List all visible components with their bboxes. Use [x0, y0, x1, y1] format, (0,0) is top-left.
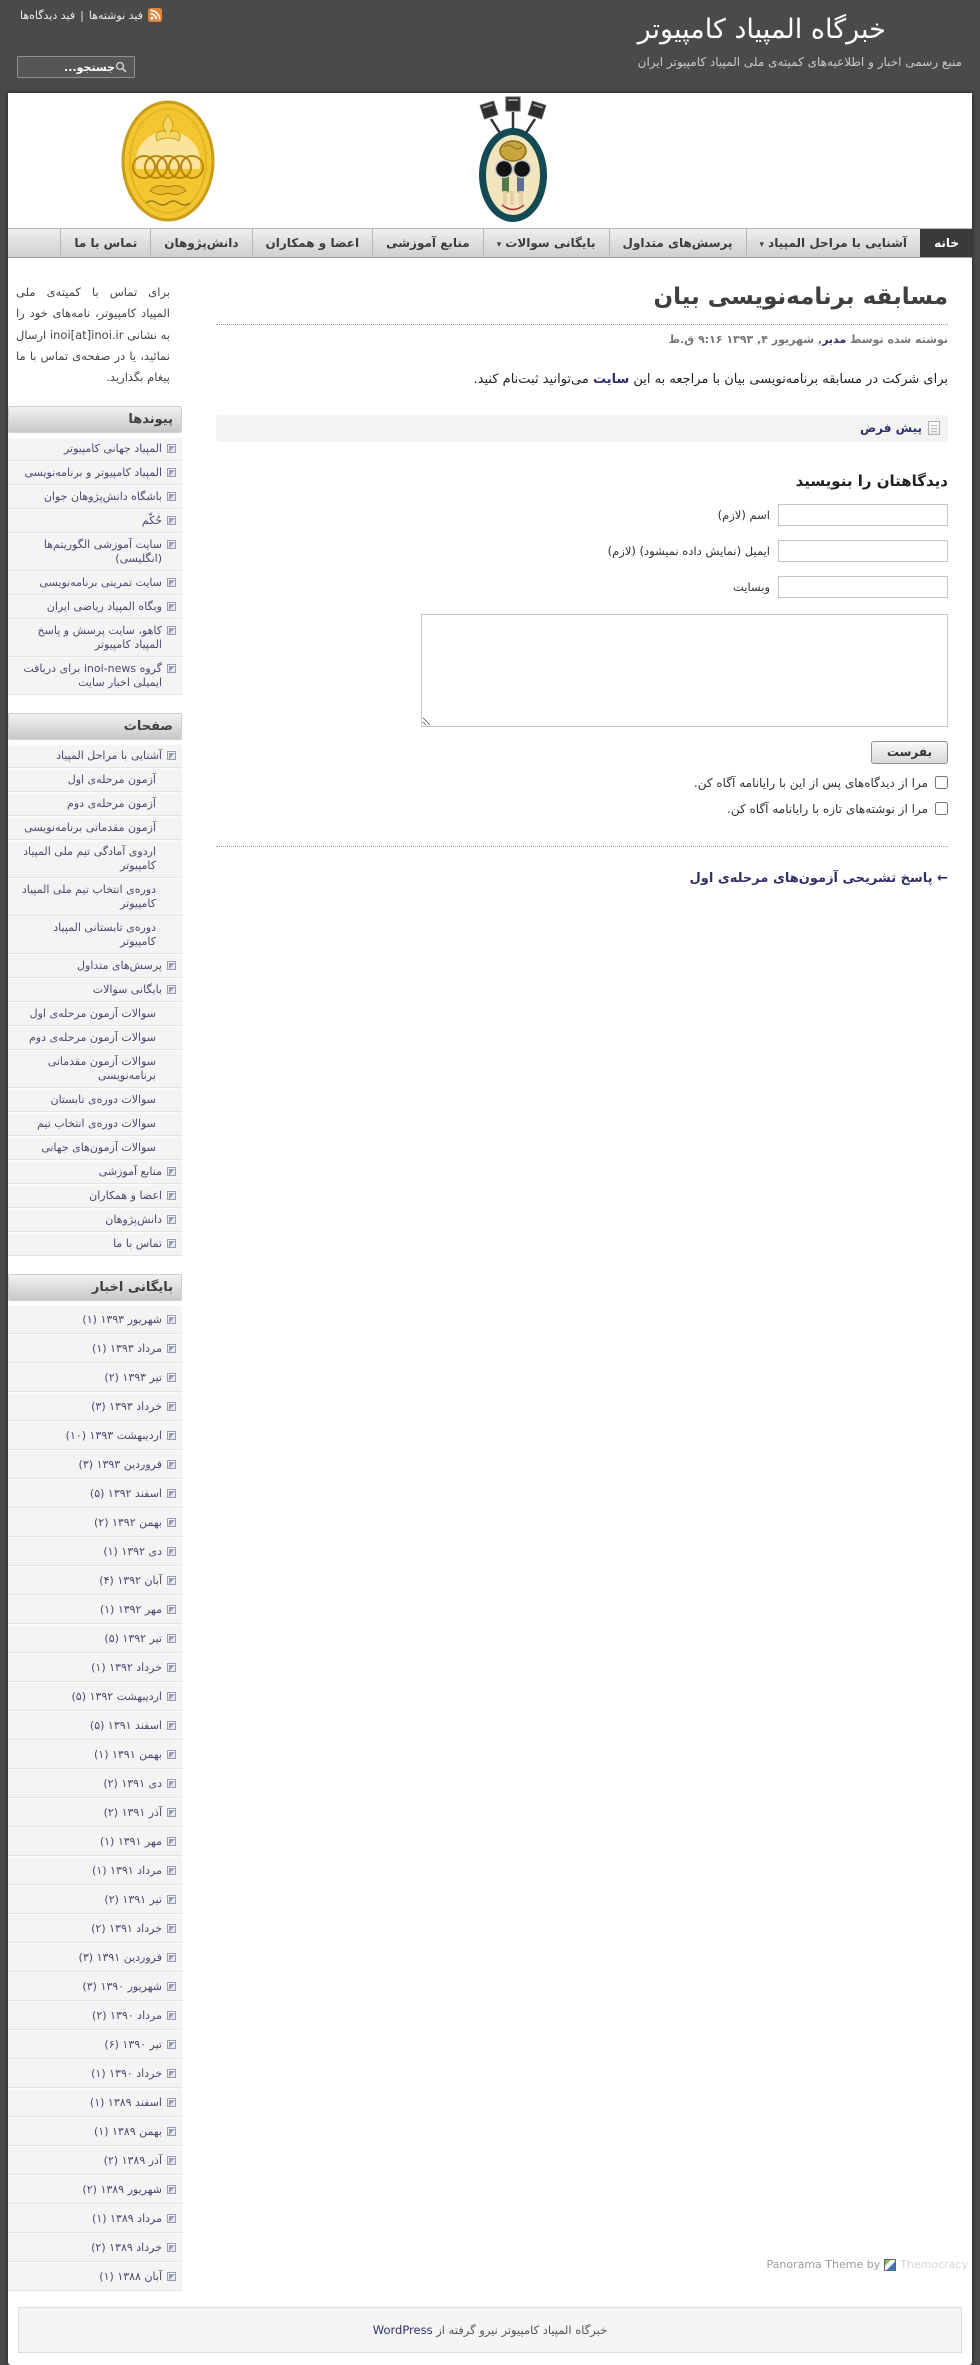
link-box-icon [167, 578, 176, 587]
sidebar [8, 258, 188, 2291]
link-box-icon [167, 2272, 176, 2281]
sidebar-link-item[interactable] [8, 509, 182, 533]
link-box-icon [167, 2069, 176, 2078]
archive-month-link[interactable]: اسفند ۱۳۹۲ (۵) [89, 1486, 162, 1500]
sidebar-page-item[interactable] [8, 840, 182, 878]
link-box-icon [167, 444, 176, 453]
archive-month-link[interactable]: اردیبهشت ۱۳۹۲ (۵) [71, 1689, 162, 1703]
sidebar-link-item[interactable] [8, 533, 182, 571]
post-meta [216, 333, 948, 346]
theme-credit-text: Panorama Theme by [766, 2258, 881, 2271]
sidebar-page-link[interactable]: دوره‌ی انتخاب تیم ملی المپیاد کامپیوتر [21, 883, 156, 911]
archive-month-item[interactable] [8, 1392, 182, 1421]
link-box-icon [167, 2040, 176, 2049]
archive-month-item[interactable] [8, 1537, 182, 1566]
link-box-icon [167, 1895, 176, 1904]
link-box-icon [167, 1460, 176, 1469]
archive-month-item[interactable] [8, 2088, 182, 2117]
archive-month-item[interactable] [8, 1363, 182, 1392]
main-nav [8, 228, 972, 258]
archive-month-link[interactable]: شهریور ۱۳۸۹ (۲) [82, 2182, 162, 2196]
sidebar-page-item[interactable] [8, 1136, 182, 1160]
link-box-icon [167, 751, 176, 760]
link-box-icon [167, 664, 176, 673]
link-box-icon [167, 1634, 176, 1643]
link-box-icon [167, 1750, 176, 1759]
archive-month-link[interactable]: خرداد ۱۳۹۱ (۲) [91, 1921, 162, 1935]
sidebar-page-item[interactable] [8, 816, 182, 840]
sidebar-page-link[interactable]: دوره‌ی تابستانی المپیاد کامپیوتر [53, 921, 156, 949]
link-box-icon [167, 1489, 176, 1498]
link-box-icon [167, 1779, 176, 1788]
sidebar-links-title: پیوندها [128, 412, 173, 428]
post-meta-prefix: نوشته شده توسط [846, 333, 948, 346]
link-box-icon [167, 540, 176, 549]
comment-form-heading: دیدگاهتان را بنویسید [795, 471, 948, 490]
post-body-text: برای شرکت در مسابقه برنامه‌نویسی بیان با مراجعه به این [629, 372, 948, 387]
archive-month-item[interactable] [8, 2175, 182, 2204]
archive-month-item[interactable] [8, 2059, 182, 2088]
sidebar-page-link[interactable]: سوالات دوره‌ی تابستان [50, 1093, 156, 1107]
sidebar-link-item[interactable] [8, 437, 182, 461]
archive-month-item[interactable] [8, 1566, 182, 1595]
archive-month-link[interactable]: خرداد ۱۳۹۰ (۱) [91, 2066, 162, 2080]
main-column [188, 258, 972, 896]
link-box-icon [167, 1721, 176, 1730]
nav-item[interactable]: اعضا و همکاران [252, 229, 373, 257]
themocracy-icon [884, 2259, 896, 2271]
link-box-icon [167, 1692, 176, 1701]
previous-post-link[interactable]: ← پاسخ تشریحی آزمون‌های مرحله‌ی اول [689, 870, 948, 886]
nav-item[interactable]: آشنایی با مراحل المپیاد▾ [746, 229, 921, 257]
search-input[interactable] [22, 61, 115, 74]
sidebar-page-link[interactable]: سوالات آزمون‌های جهانی [41, 1141, 156, 1155]
sidebar-archive-list [8, 1305, 182, 2291]
archive-month-link[interactable]: تیر ۱۳۹۰ (۶) [104, 2037, 162, 2051]
archive-month-item[interactable] [8, 1624, 182, 1653]
author-link[interactable]: مدیر [822, 333, 847, 346]
sidebar-archive-header [8, 1274, 182, 1301]
nav-item[interactable]: دانش‌پژوهان [150, 229, 251, 257]
sidebar-link-item[interactable] [8, 619, 182, 657]
link-box-icon [167, 2243, 176, 2252]
archive-month-item[interactable] [8, 1595, 182, 1624]
link-box-icon [167, 1215, 176, 1224]
site-subtitle: منبع رسمی اخبار و اطلاعیه‌های کمیته‌ی ملی المپیاد کامپیوتر ایران [637, 55, 962, 69]
page-body [8, 93, 972, 2365]
sidebar-link[interactable]: گروه inoi-news برای دریافت ایمیلی اخبار سایت [23, 662, 162, 690]
sidebar-page-item[interactable] [8, 916, 182, 954]
content-columns [8, 258, 972, 2291]
sidebar-page-link[interactable]: منابع آموزشی [98, 1165, 162, 1179]
feed-separator: | [80, 8, 84, 22]
sidebar-page-item[interactable] [8, 1050, 182, 1088]
sidebar-link[interactable]: کاهو، سایت پرسش و پاسخ المپیاد کامپیوتر [37, 624, 162, 652]
archive-month-link[interactable]: فروردین ۱۳۹۱ (۳) [78, 1950, 162, 1964]
nav-item[interactable]: خانه [920, 229, 972, 257]
link-box-icon [167, 1344, 176, 1353]
sidebar-link-item[interactable] [8, 657, 182, 695]
archive-month-link[interactable]: خرداد ۱۳۹۲ (۱) [91, 1660, 162, 1674]
link-box-icon [167, 1547, 176, 1556]
sidebar-page-link[interactable]: آزمون مقدماتی برنامه‌نویسی [24, 821, 156, 835]
archive-month-item[interactable] [8, 1711, 182, 1740]
link-box-icon [167, 1866, 176, 1875]
link-box-icon [167, 1576, 176, 1585]
sidebar-page-item[interactable] [8, 1112, 182, 1136]
registration-site-link[interactable]: سایت [592, 372, 630, 387]
archive-month-item[interactable] [8, 1334, 182, 1363]
archive-month-link[interactable]: آبان ۱۳۸۸ (۱) [99, 2269, 162, 2283]
archive-month-item[interactable] [8, 1914, 182, 1943]
link-box-icon [167, 1239, 176, 1248]
page-footer [18, 2307, 962, 2353]
logo-band [8, 93, 972, 228]
link-box-icon [167, 2098, 176, 2107]
archive-month-item[interactable] [8, 2262, 182, 2291]
sidebar-link[interactable]: باشگاه دانش‌پژوهان جوان [43, 490, 162, 504]
sidebar-page-link[interactable]: سوالات آزمون مرحله‌ی اول [29, 1007, 156, 1021]
link-box-icon [167, 1982, 176, 1991]
archive-month-item[interactable] [8, 1479, 182, 1508]
sidebar-page-item[interactable] [8, 1232, 182, 1256]
sidebar-page-item[interactable] [8, 1088, 182, 1112]
link-box-icon [167, 1191, 176, 1200]
sidebar-link[interactable]: حُکّم [141, 514, 162, 528]
sidebar-page-item[interactable] [8, 978, 182, 1002]
sidebar-page-link[interactable]: سوالات آزمون مرحله‌ی دوم [28, 1031, 156, 1045]
link-box-icon [167, 961, 176, 970]
archive-month-link[interactable]: بهمن ۱۳۸۹ (۱) [93, 2124, 162, 2138]
sidebar-link[interactable]: المپیاد کامپیوتر و برنامه‌نویسی [24, 466, 162, 480]
link-box-icon [167, 1953, 176, 1962]
link-box-icon [167, 602, 176, 611]
archive-month-link[interactable]: اسفند ۱۳۸۹ (۱) [89, 2095, 162, 2109]
sidebar-page-item[interactable] [8, 1026, 182, 1050]
link-box-icon [167, 1167, 176, 1176]
sidebar-links-header [8, 406, 182, 433]
link-box-icon [167, 1808, 176, 1817]
subscribe-checkbox-row [216, 776, 948, 790]
site-header [0, 0, 980, 93]
sidebar-archive-title: بایگانی اخبار [91, 1280, 173, 1296]
wordpress-link[interactable]: WordPress [372, 2323, 433, 2338]
archive-month-link[interactable]: فروردین ۱۳۹۳ (۳) [78, 1457, 162, 1471]
comment-textarea[interactable] [421, 614, 948, 727]
nav-item[interactable]: پرسش‌های متداول [609, 229, 746, 257]
archive-month-link[interactable]: تیر ۱۳۹۱ (۲) [104, 1892, 162, 1906]
divider [216, 846, 948, 847]
archive-month-item[interactable] [8, 1682, 182, 1711]
nav-item[interactable]: بایگانی سوالات▾ [483, 229, 609, 257]
archive-month-item[interactable] [8, 1421, 182, 1450]
sidebar-link[interactable]: سایت تمرینی برنامه‌نویسی [39, 576, 162, 590]
sidebar-link[interactable]: سایت آموزشی الگوریتم‌ها (انگلیسی) [43, 538, 162, 566]
archive-month-item[interactable] [8, 2001, 182, 2030]
sidebar-pages-header [8, 713, 182, 740]
archive-month-item[interactable] [8, 1508, 182, 1537]
category-icon [928, 421, 940, 435]
link-box-icon [167, 2011, 176, 2020]
footer-credit-text: خبرگاه المپیاد کامپیوتر نیرو گرفته از [432, 2323, 608, 2338]
search-box [17, 56, 135, 78]
sidebar-page-link[interactable]: پرسش‌های متداول [77, 959, 162, 973]
link-box-icon [167, 1431, 176, 1440]
subscribe-checkbox-row [216, 802, 948, 816]
subscribe-checkbox[interactable] [935, 802, 948, 815]
sidebar-page-item[interactable] [8, 954, 182, 978]
sidebar-page-item[interactable] [8, 1184, 182, 1208]
link-box-icon [167, 2214, 176, 2223]
archive-month-link[interactable]: آذر ۱۳۸۹ (۲) [103, 2153, 162, 2167]
archive-month-link[interactable]: آذر ۱۳۹۱ (۲) [103, 1805, 162, 1819]
archive-month-link[interactable]: مرداد ۱۳۹۱ (۱) [92, 1863, 162, 1877]
comment-form [216, 504, 948, 816]
sidebar-links-list [8, 437, 182, 695]
search-icon [115, 58, 127, 77]
archive-month-link[interactable]: خرداد ۱۳۹۳ (۳) [91, 1399, 162, 1413]
comment-field-label: وبسایت [732, 579, 770, 594]
sidebar-page-link[interactable]: سوالات دوره‌ی انتخاب تیم [37, 1117, 156, 1131]
link-box-icon [167, 2127, 176, 2136]
sidebar-page-link[interactable]: دانش‌پژوهان [105, 1213, 162, 1227]
sidebar-page-item[interactable] [8, 744, 182, 768]
chevron-down-icon: ▾ [496, 240, 502, 250]
link-box-icon [167, 2185, 176, 2194]
link-box-icon [167, 626, 176, 635]
comment-text-field[interactable] [778, 504, 948, 526]
archive-month-link[interactable]: آبان ۱۳۹۲ (۴) [99, 1573, 162, 1587]
archive-month-item[interactable] [8, 2204, 182, 2233]
archive-month-link[interactable]: بهمن ۱۳۹۱ (۱) [93, 1747, 162, 1761]
link-box-icon [167, 492, 176, 501]
archive-month-link[interactable]: مرداد ۱۳۹۰ (۲) [92, 2008, 162, 2022]
theme-credit [766, 2258, 968, 2271]
comment-field-label: اسم (لازم) [717, 507, 770, 522]
link-box-icon [167, 1663, 176, 1672]
archive-month-item[interactable] [8, 1943, 182, 1972]
rss-icon [148, 8, 162, 22]
archive-month-link[interactable]: تیر ۱۳۹۲ (۵) [104, 1631, 162, 1645]
archive-month-item[interactable] [8, 1305, 182, 1334]
sidebar-pages-list [8, 744, 182, 1256]
category-bar [216, 415, 948, 442]
submit-comment-button[interactable]: بفرست [871, 741, 948, 764]
post-body-text-after: می‌توانید ثبت‌نام کنید. [473, 372, 593, 387]
post-meta-date: , شهریور ۴, ۱۳۹۳ ۹:۱۶ ق.ظ [668, 333, 823, 346]
site-title-block [638, 14, 962, 69]
archive-month-item[interactable] [8, 1769, 182, 1798]
post-body [216, 368, 948, 393]
sidebar-page-link[interactable]: بایگانی سوالات [92, 983, 162, 997]
archive-month-link[interactable]: اردیبهشت ۱۳۹۳ (۱۰) [65, 1428, 162, 1442]
archive-month-item[interactable] [8, 1972, 182, 2001]
category-link[interactable]: پیش فرض [859, 421, 922, 436]
sidebar-link-item[interactable] [8, 571, 182, 595]
link-box-icon [167, 1315, 176, 1324]
link-box-icon [167, 1518, 176, 1527]
nav-item[interactable]: تماس با ما [60, 229, 150, 257]
sidebar-link-item[interactable] [8, 485, 182, 509]
archive-month-item[interactable] [8, 1450, 182, 1479]
archive-month-link[interactable]: خرداد ۱۳۸۹ (۲) [91, 2240, 162, 2254]
archive-month-item[interactable] [8, 1740, 182, 1769]
subscribe-checkbox[interactable] [935, 776, 948, 789]
link-box-icon [167, 1373, 176, 1382]
comment-field-label: ایمیل (نمایش داده نمیشود) (لازم) [607, 543, 770, 558]
archive-month-item[interactable] [8, 1885, 182, 1914]
chevron-down-icon: ▾ [759, 240, 765, 250]
archive-month-item[interactable] [8, 1827, 182, 1856]
archive-month-link[interactable]: دی ۱۳۹۱ (۲) [103, 1776, 162, 1790]
archive-month-link[interactable]: شهریور ۱۳۹۰ (۳) [82, 1979, 162, 1993]
archive-month-item[interactable] [8, 1798, 182, 1827]
sidebar-page-item[interactable] [8, 1002, 182, 1026]
sidebar-page-link[interactable]: آشنایی با مراحل المپیاد [56, 749, 162, 763]
sidebar-page-item[interactable] [8, 1208, 182, 1232]
posts-feed-link[interactable]: فید نوشته‌ها [88, 8, 143, 22]
link-box-icon [167, 1837, 176, 1846]
comment-text-field[interactable] [778, 540, 948, 562]
site-title: خبرگاه المپیاد کامپیوتر [637, 14, 886, 45]
sidebar-pages-title: صفحات [123, 719, 173, 735]
themocracy-link[interactable]: Themocracy [900, 2258, 968, 2271]
archive-month-link[interactable]: مرداد ۱۳۸۹ (۱) [92, 2211, 162, 2225]
sidebar-link[interactable]: وبگاه المپیاد ریاضی ایران [46, 600, 162, 614]
link-box-icon [167, 1402, 176, 1411]
archive-month-link[interactable]: مرداد ۱۳۹۳ (۱) [92, 1341, 162, 1355]
link-box-icon [167, 468, 176, 477]
archive-month-link[interactable]: مهر ۱۳۹۲ (۱) [99, 1602, 162, 1616]
comment-form-row [216, 540, 948, 562]
link-box-icon [167, 516, 176, 525]
archive-month-link[interactable]: اسفند ۱۳۹۱ (۵) [89, 1718, 162, 1732]
sidebar-page-link[interactable]: تماس با ما [113, 1237, 162, 1251]
comment-form-row [216, 576, 948, 598]
archive-month-item[interactable] [8, 2146, 182, 2175]
subscribe-checkbox-label: مرا از دیدگاه‌های پس از این با رایانامه آگاه کن. [693, 775, 928, 790]
archive-month-link[interactable]: شهریور ۱۳۹۳ (۱) [82, 1312, 162, 1326]
gold-medal-logo [120, 99, 216, 227]
sidebar-page-link[interactable]: اردوی آمادگی تیم ملی المپیاد کامپیوتر [23, 845, 156, 873]
post-navigation [216, 867, 948, 886]
archive-month-link[interactable]: بهمن ۱۳۹۲ (۲) [93, 1515, 162, 1529]
archive-month-link[interactable]: تیر ۱۳۹۳ (۲) [104, 1370, 162, 1384]
link-box-icon [167, 2156, 176, 2165]
nav-item[interactable]: منابع آموزشی [372, 229, 483, 257]
sidebar-page-item[interactable] [8, 792, 182, 816]
sidebar-page-link[interactable]: آزمون مرحله‌ی اول [67, 773, 156, 787]
sidebar-link-item[interactable] [8, 595, 182, 619]
subscribe-checkbox-label: مرا از نوشته‌های تازه با رایانامه آگاه کن. [727, 801, 928, 816]
sidebar-page-link[interactable]: اعضا و همکاران [89, 1189, 162, 1203]
archive-month-link[interactable]: دی ۱۳۹۲ (۱) [103, 1544, 162, 1558]
comment-form-row [216, 504, 948, 526]
archive-month-item[interactable] [8, 2233, 182, 2262]
archive-month-link[interactable]: مهر ۱۳۹۱ (۱) [99, 1834, 162, 1848]
sidebar-intro-text: برای تماس با کمیته‌ی ملی المپیاد کامپیوتر، نامه‌های خود را به نشانی inoi[at]inoi.ir ارسال نمائید، یا در صفحه‌ی تماس با ما پیغام بگذارید. [16, 285, 170, 385]
link-box-icon [167, 985, 176, 994]
archive-month-item[interactable] [8, 2117, 182, 2146]
archive-month-item[interactable] [8, 2030, 182, 2059]
comment-text-field[interactable] [778, 576, 948, 598]
sidebar-page-item[interactable] [8, 768, 182, 792]
sidebar-page-item[interactable] [8, 878, 182, 916]
archive-month-item[interactable] [8, 1653, 182, 1682]
link-box-icon [167, 1924, 176, 1933]
archive-month-item[interactable] [8, 1856, 182, 1885]
sidebar-page-link[interactable]: آزمون مرحله‌ی دوم [67, 797, 156, 811]
link-box-icon [167, 1605, 176, 1614]
sidebar-link[interactable]: المپیاد جهانی کامپیوتر [63, 442, 162, 456]
sidebar-link-item[interactable] [8, 461, 182, 485]
inoi-emblem-logo [476, 95, 550, 229]
sidebar-page-link[interactable]: سوالات آزمون مقدماتی برنامه‌نویسی [47, 1055, 156, 1083]
sidebar-page-item[interactable] [8, 1160, 182, 1184]
post-title: مسابقه برنامه‌نویسی بیان [216, 284, 948, 325]
feed-links [20, 8, 162, 22]
comments-feed-link[interactable]: فید دیدگاه‌ها [20, 8, 76, 22]
